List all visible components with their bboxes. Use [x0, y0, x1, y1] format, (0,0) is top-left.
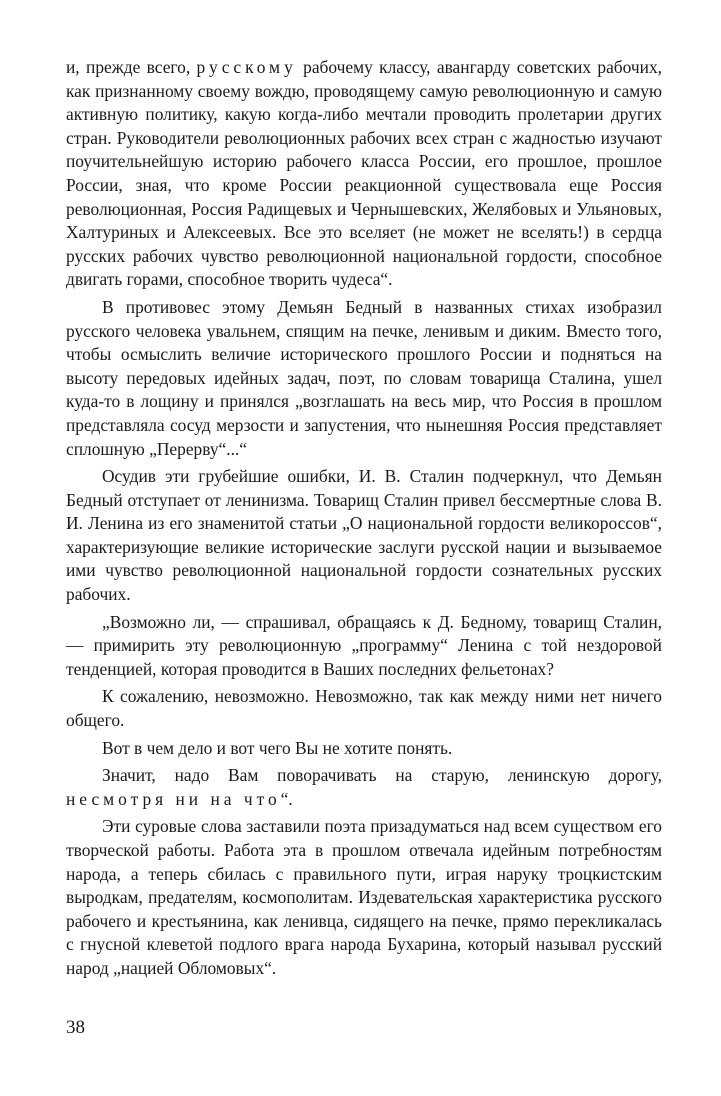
paragraph-8-text: Эти суровые слова заставили поэта призадуматься над всем существом его творческой работы. Работа эта в прошлом отвечала идейным потребностям народа, а теперь сбилась с правильного пути, играя наруку троцкистским выродкам, предателям, космополитам. Издевательская характеристика русского рабочего и крестьянина, как ленивца, сидящего на печке, прямо перекликалась с гнусной клеветой подлого врага народа Бухарина, который называл русский народ „нацией Обломовых“. [66, 816, 662, 978]
page-body [66, 56, 662, 985]
page-number: 38 [66, 1017, 85, 1038]
paragraph-5 [66, 685, 662, 732]
paragraph-7 [66, 764, 662, 811]
paragraph-2-text: В противовес этому Демьян Бедный в названных стихах изобразил русского человека увальнем, спящим на печке, ленивым и диким. Вместо того, чтобы осмыслить величие исторического прошлого России и подняться на высоту передовых идейных задач, поэт, по словам товарища Сталина, ушел куда-то в лощину и принялся „возглашать на весь мир, что Россия в прошлом представляла сосуд мерзости и запустения, что нынешняя Россия представляет сплошную „Перерву“...“ [66, 296, 662, 459]
paragraph-6-text: Вот в чем дело и вот чего Вы не хотите понять. [102, 737, 453, 758]
paragraph-3 [66, 465, 662, 607]
paragraph-7-text-end: “. [280, 788, 293, 809]
paragraph-8 [66, 815, 662, 980]
paragraph-7-text: Значит, надо Вам поворачивать на старую, ленинскую дорогу, [102, 765, 662, 786]
paragraph-5-text: К сожалению, невозможно. Невозможно, так как между ними нет ничего общего. [66, 686, 662, 731]
paragraph-4-text: „Возможно ли, — спрашивал, обращаясь к Д. Бедному, товарищ Сталин, — примирить эту революционную „программу“ Ленина с той нездоровой тенденцией, которая проводится в Ваших последних фельетонах? [66, 611, 662, 679]
paragraph-2 [66, 296, 662, 461]
paragraph-1-spaced-text: русскому [196, 57, 297, 77]
paragraph-4 [66, 611, 662, 682]
paragraph-1-text-end: рабочему классу, авангарду советских рабочих, как признанному своему вождю, проводящему самую революционную и самую активную политику, какую когда-либо мечтали проводить пролетарии других стран. Руководители революционных рабочих всех стран с жадностью изучают поучительнейшую историю рабочего класса России, его прошлое, прошлое России, зная, что кроме России реакционной существовала еще Россия революционная, Россия Радищевых и Чернышевских, Желябовых и Ульяновых, Халтуриных и Алексеевых. Все это вселяет (не может не вселять!) в сердца русских рабочих чувство революционной национальной гордости, способное двигать горами, способное творить чудеса“. [66, 57, 662, 290]
paragraph-1-text: и, прежде всего, [66, 57, 197, 77]
paragraph-3-text: Осудив эти грубейшие ошибки, И. В. Сталин подчеркнул, что Демьян Бедный отступает от ленинизма. Товарищ Сталин привел бессмертные слова В. И. Ленина из его знаменитой статьи „О национальной гордости великороссов“, характеризующие великие исторические заслуги русской нации и вызываемое ими чувство революционной национальной гордости сознательных русских рабочих. [66, 466, 662, 605]
paragraph-7-spaced-text: несмотря ни на что [66, 788, 281, 809]
paragraph-6 [66, 737, 662, 761]
paragraph-1 [66, 56, 662, 292]
